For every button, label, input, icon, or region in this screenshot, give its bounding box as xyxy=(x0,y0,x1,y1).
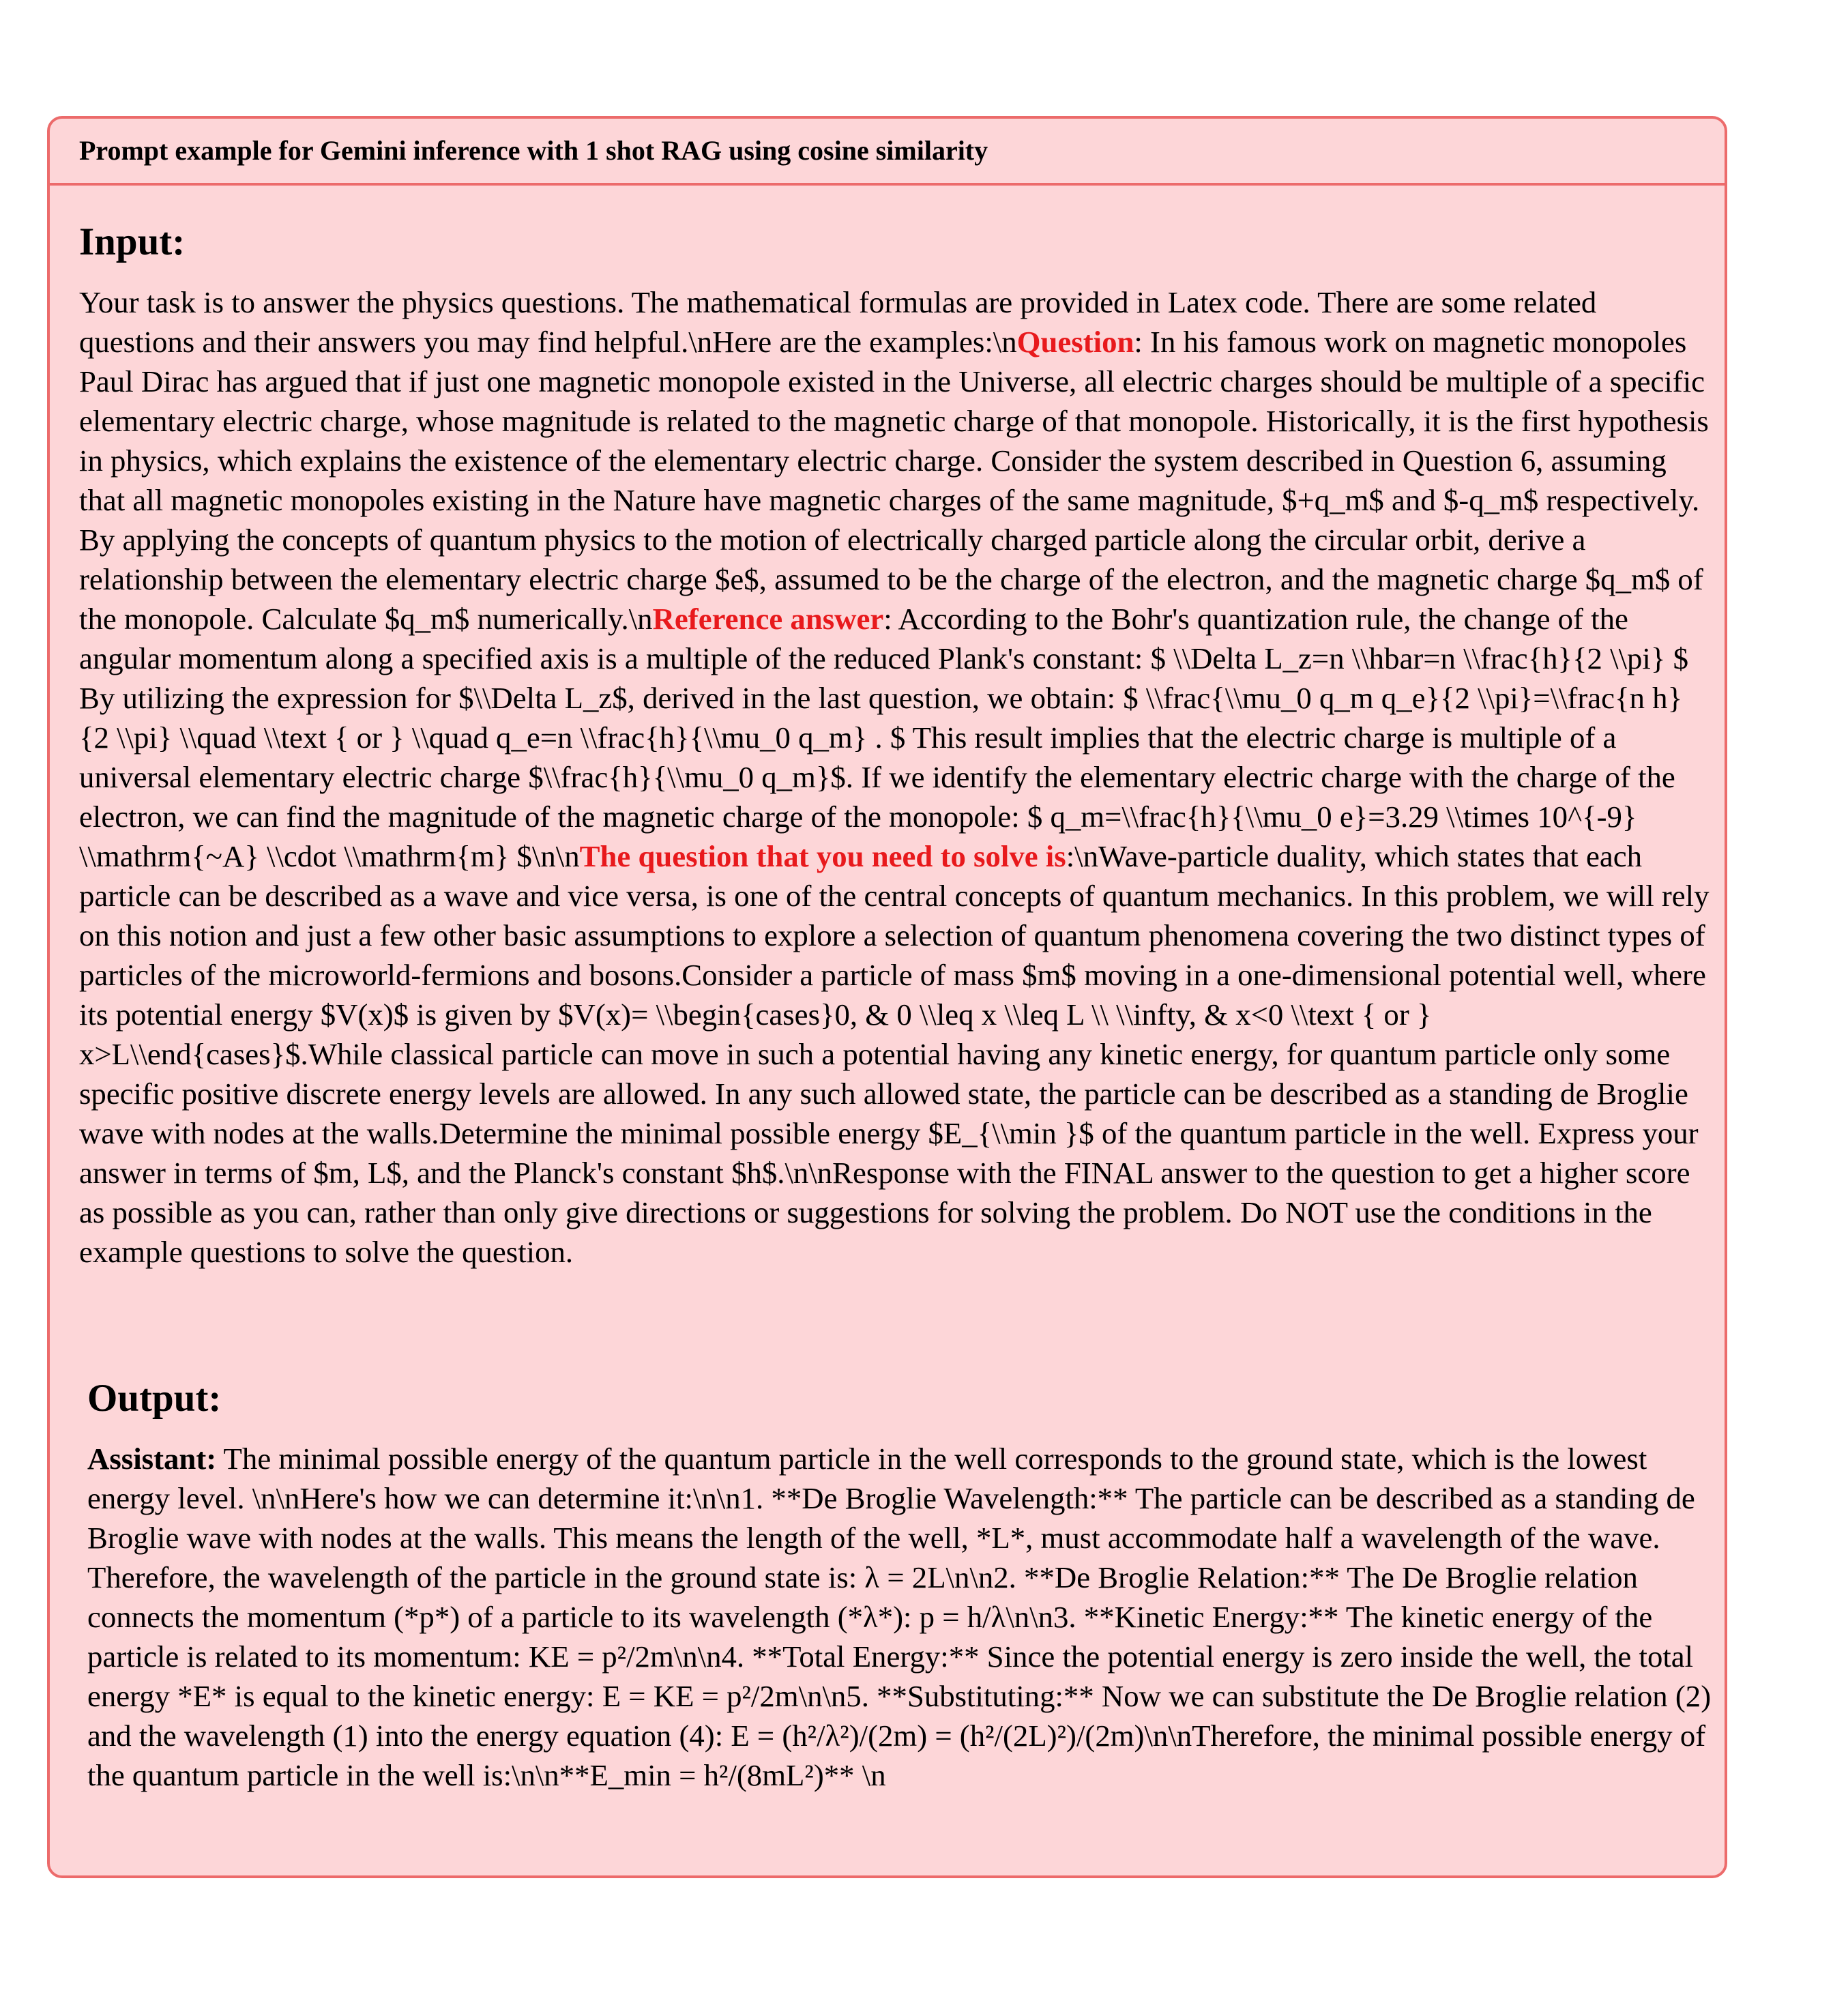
reference-answer-label: Reference answer xyxy=(652,602,884,636)
question-label: Question xyxy=(1016,325,1134,359)
prompt-example-card xyxy=(47,116,1727,1878)
target-question-text: :\nWave-particle duality, which states that each particle can be described as a wave and vice versa, is one of the central concepts of quantum mechanics. In this problem, we will rely on this notion and just a few other basic assumptions to explore a selection of quantum phenomena covering the two distinct types of particles of the microworld-fermions and bosons.Consider a particle of mass $m$ moving in a one-dimensional potential well, where its potential energy $V(x)$ is given by $V(x)= \\begin{cases}0, & 0 \\leq x \\leq L \\ \\infty, & x<0 \\text { or } x>L\\end{cases}$.While classical particle can move in such a potential having any kinetic energy, for quantum particle only some specific positive discrete energy levels are allowed. In any such allowed state, the particle can be described as a standing de Broglie wave with nodes at the walls.Determine the minimal possible energy $E_{\\min }$ of the quantum particle in the well. Express your answer in terms of $m, L$, and the Planck's constant $h$.\n\nResponse with the FINAL answer to the question to get a higher score as possible as you can, rather than only give directions or suggestions for solving the problem. Do NOT use the conditions in the example questions to solve the question. xyxy=(79,839,1710,1269)
card-header xyxy=(50,119,1725,186)
output-heading: Output: xyxy=(87,1377,222,1420)
input-prompt-text xyxy=(79,282,1710,1272)
reference-answer-text: : According to the Bohr's quantization rule, the change of the angular momentum along a specified axis is a multiple of the reduced Plank's constant: $ \\Delta L_z=n \\hbar=n \\frac{h}{2 \\pi} $ By utilizing the expression for $\\Delta L_z$, derived in the last question, we obtain: $ \\frac{\\mu_0 q_m q_e}{2 \\pi}=\\frac{n h}{2 \\pi} \\quad \\text { or } \\quad q_e=n \\frac{h}{\\mu_0 q_m} . $ This result implies that the electric charge is multiple of a universal elementary electric charge $\\frac{h}{\\mu_0 q_m}$. If we identify the elementary electric charge with the charge of the electron, we can find the magnitude of the magnetic charge of the monopole: $ q_m=\\frac{h}{\\mu_0 e}=3.29 \\times 10^{-9} \\mathrm{~A} \\cdot \\mathrm{m} $\n\n xyxy=(79,602,1688,873)
assistant-label: Assistant: xyxy=(87,1442,217,1476)
output-response-text xyxy=(87,1439,1714,1795)
assistant-response: The minimal possible energy of the quantum particle in the well corresponds to the ground state, which is the lowest energy level. \n\nHere's how we can determine it:\n\n1. **De Broglie Wavelength:** The particle can be described as a standing de Broglie wave with nodes at the walls. This means the length of the well, *L*, must accommodate half a wavelength of the wave. Therefore, the wavelength of the particle in the ground state is: λ = 2L\n\n2. **De Broglie Relation:** The De Broglie relation connects the momentum (*p*) of a particle to its wavelength (*λ*): p = h/λ\n\n3. **Kinetic Energy:** The kinetic energy of the particle is related to its momentum: KE = p²/2m\n\n4. **Total Energy:** Since the potential energy is zero inside the well, the total energy *E* is equal to the kinetic energy: E = KE = p²/2m\n\n5. **Substituting:** Now we can substitute the De Broglie relation (2) and the wavelength (1) into the energy equation (4): E = (h²/λ²)/(2m) = (h²/(2L)²)/(2m)\n\nTherefore, the minimal possible energy of the quantum particle in the well is:\n\n**E_min = h²/(8mL²)** \n xyxy=(87,1442,1712,1792)
input-heading: Input: xyxy=(79,220,186,263)
input-intro: Your task is to answer the physics questions. The mathematical formulas are provided in Latex code. There are some related questions and their answers you may find helpful.\nHere are the examples:\n xyxy=(79,285,1597,359)
target-question-label: The question that you need to solve is xyxy=(579,839,1066,873)
card-title: Prompt example for Gemini inference with 1 shot RAG using cosine similarity xyxy=(79,135,988,166)
question-text: : In his famous work on magnetic monopoles Paul Dirac has argued that if just one magnetic monopole existed in the Universe, all electric charges should be multiple of a specific elementary electric charge, whose magnitude is related to the magnetic charge of that monopole. Historically, it is the first hypothesis in physics, which explains the existence of the elementary electric charge. Consider the system described in Question 6, assuming that all magnetic monopoles existing in the Nature have magnetic charges of the same magnitude, $+q_m$ and $-q_m$ respectively. By applying the concepts of quantum physics to the motion of electrically charged particle along the circular orbit, derive a relationship between the elementary electric charge $e$, assumed to be the charge of the electron, and the magnetic charge $q_m$ of the monopole. Calculate $q_m$ numerically.\n xyxy=(79,325,1709,636)
